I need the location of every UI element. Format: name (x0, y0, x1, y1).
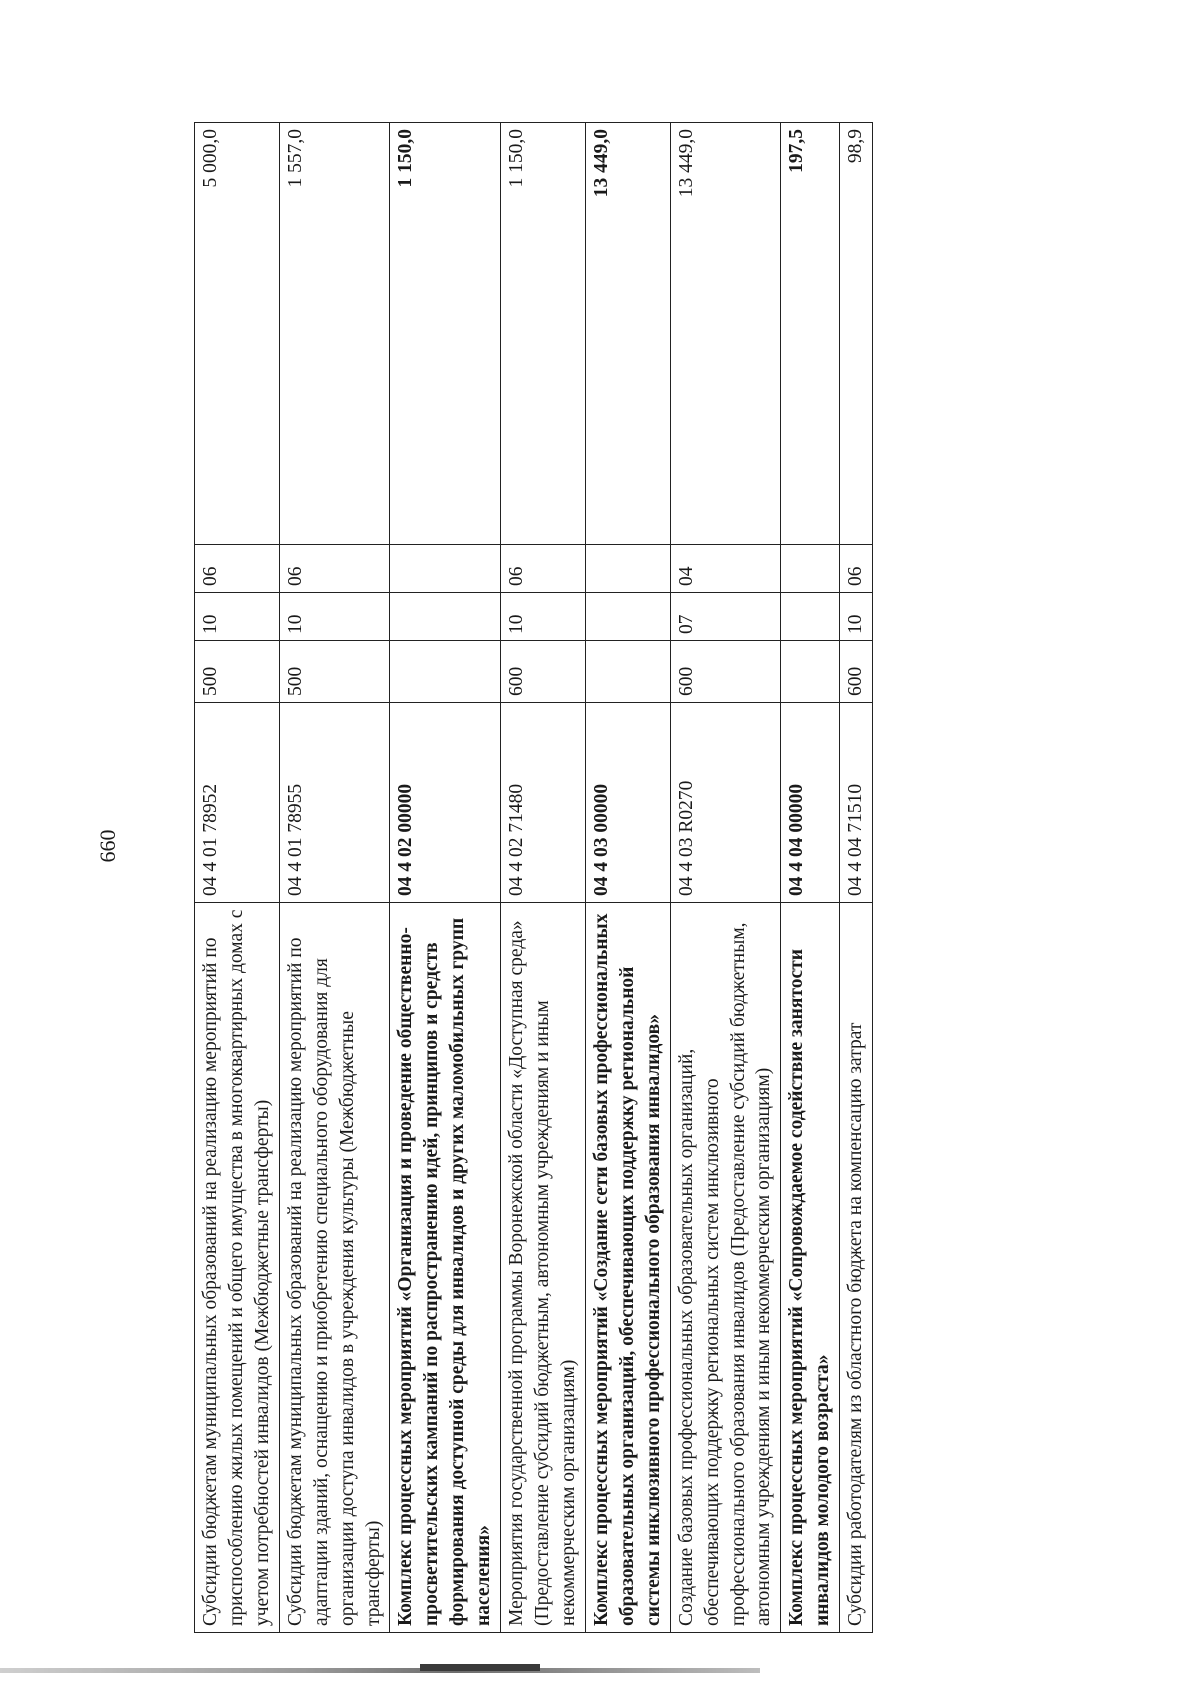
row-code: 04 4 01 78955 (279, 703, 390, 903)
table-row (195, 123, 280, 1633)
row-name: Комплекс процессных мероприятий «Организация и проведение общественно-просветительских кампаний по распространению идей, принципов и средств формирования доступной среды для инвалидов и других маломобильных групп населения» (390, 903, 501, 1633)
row-code: 04 4 02 71480 (501, 703, 586, 903)
row-rz (781, 593, 840, 641)
table-row (840, 123, 873, 1633)
row-rz: 07 (670, 593, 781, 641)
row-code: 04 4 04 71510 (840, 703, 873, 903)
row-sum: 1 150,0 (501, 123, 586, 545)
row-rz (390, 593, 501, 641)
row-name: Комплекс процессных мероприятий «Создание сети базовых профессиональных образовательных организаций, обеспечивающих поддержку региональной системы инклюзивного профессионального образования инвалидов» (585, 903, 670, 1633)
row-sum: 13 449,0 (585, 123, 670, 545)
row-code: 04 4 03 00000 (585, 703, 670, 903)
row-code: 04 4 03 R0270 (670, 703, 781, 903)
budget-table (194, 122, 873, 1633)
row-vr (585, 641, 670, 703)
row-vr (390, 641, 501, 703)
row-sum: 13 449,0 (670, 123, 781, 545)
row-sum: 5 000,0 (195, 123, 280, 545)
row-rz: 10 (501, 593, 586, 641)
scan-edge-line (0, 1668, 760, 1673)
row-pr (585, 545, 670, 593)
row-name: Субсидии бюджетам муниципальных образований на реализацию мероприятий по адаптации зданий, оснащению и приобретению специального оборудования для организации доступа инвалидов в учреждения культуры (Межбюджетные трансферты) (279, 903, 390, 1633)
row-code: 04 4 04 00000 (781, 703, 840, 903)
row-name: Комплекс процессных мероприятий «Сопровождаемое содействие занятости инвалидов молодого возраста» (781, 903, 840, 1633)
row-code: 04 4 02 00000 (390, 703, 501, 903)
row-pr: 06 (195, 545, 280, 593)
table-row-section (585, 123, 670, 1633)
budget-table-body (195, 123, 873, 1633)
row-vr: 600 (840, 641, 873, 703)
row-name: Создание базовых профессиональных образовательных организаций, обеспечивающих поддержку региональных систем инклюзивного профессионального образования инвалидов (Предоставление субсидий бюджетным, автономным учреждениям и иным некоммерческим организациям) (670, 903, 781, 1633)
row-vr (781, 641, 840, 703)
table-row (670, 123, 781, 1633)
table-row (279, 123, 390, 1633)
row-name: Мероприятия государственной программы Воронежской области «Доступная среда» (Предоставление субсидий бюджетным, автономным учреждениям и иным некоммерческим организациям) (501, 903, 586, 1633)
row-pr (781, 545, 840, 593)
page-number: 660 (95, 829, 120, 863)
row-rz: 10 (195, 593, 280, 641)
row-vr: 500 (279, 641, 390, 703)
table-row-section (390, 123, 501, 1633)
row-sum: 1 557,0 (279, 123, 390, 545)
row-sum: 98,9 (840, 123, 873, 545)
row-sum: 197,5 (781, 123, 840, 545)
row-pr: 04 (670, 545, 781, 593)
table-row (501, 123, 586, 1633)
table-row-section (781, 123, 840, 1633)
row-pr: 06 (840, 545, 873, 593)
row-name: Субсидии работодателям из областного бюджета на компенсацию затрат (840, 903, 873, 1633)
row-vr: 600 (501, 641, 586, 703)
row-code: 04 4 01 78952 (195, 703, 280, 903)
row-rz: 10 (840, 593, 873, 641)
row-pr (390, 545, 501, 593)
rotated-table-wrapper (194, 123, 873, 1633)
row-rz: 10 (279, 593, 390, 641)
row-pr: 06 (279, 545, 390, 593)
row-rz (585, 593, 670, 641)
row-vr: 600 (670, 641, 781, 703)
row-sum: 1 150,0 (390, 123, 501, 545)
row-vr: 500 (195, 641, 280, 703)
scan-edge-mark (420, 1664, 540, 1671)
row-name: Субсидии бюджетам муниципальных образований на реализацию мероприятий по приспособлению жилых помещений и общего имущества в многоквартирных домах с учетом потребностей инвалидов (Межбюджетные трансферты) (195, 903, 280, 1633)
row-pr: 06 (501, 545, 586, 593)
